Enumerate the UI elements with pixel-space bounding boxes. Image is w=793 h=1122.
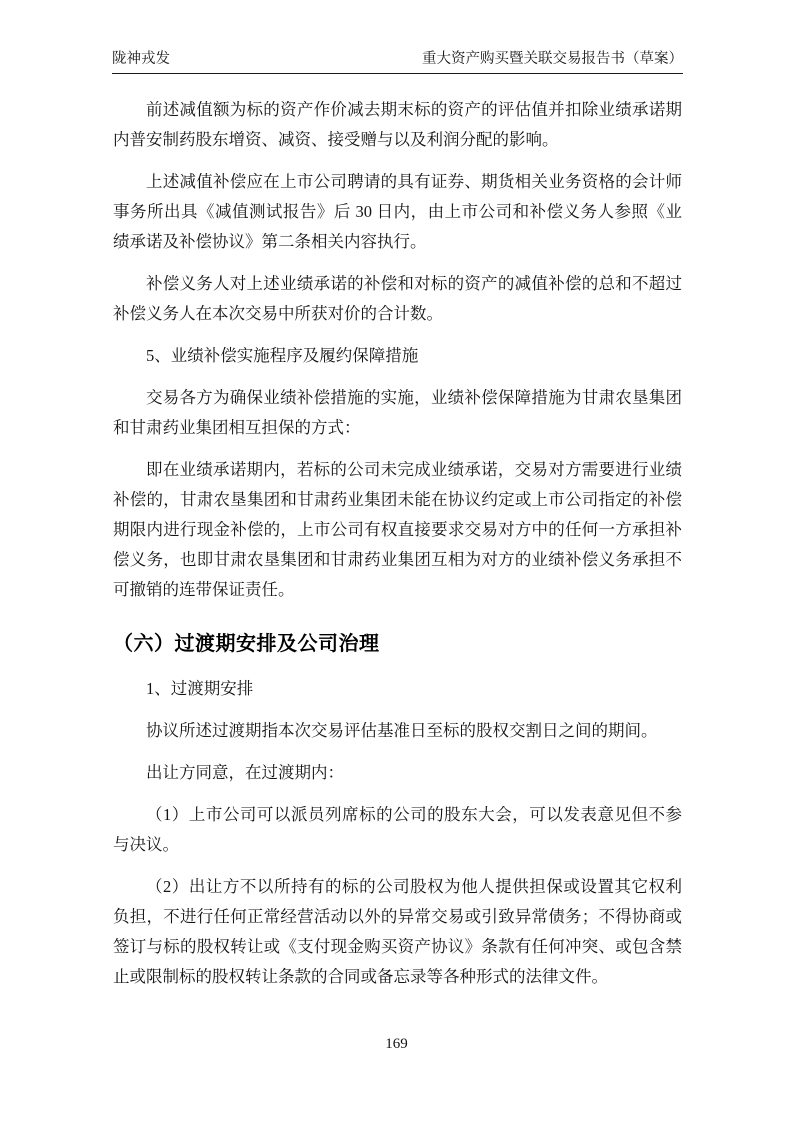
page-footer <box>0 1036 793 1053</box>
paragraph: （2）出让方不以所持有的标的公司股权为他人提供担保或设置其它权利负担，不进行任何正常经营活动以外的异常交易或引致异常债务；不得协商或签订与标的股权转让或《支付现金购买资产协议》条款有任何冲突、或包含禁止或限制标的股权转让条款的合同或备忘录等各种形式的法律文件。 <box>113 877 682 986</box>
page-header <box>112 50 683 74</box>
paragraph: （1）上市公司可以派员列席标的公司的股东大会，可以发表意见但不参与决议。 <box>113 805 682 854</box>
header-left-title: 陇神戎发 <box>112 51 170 67</box>
page-number: 169 <box>385 1036 408 1052</box>
paragraph: 交易各方为确保业绩补偿措施的实施，业绩补偿保障措施为甘肃农垦集团和甘肃药业集团相互担保的方式： <box>113 388 682 437</box>
list-item-heading: 1、过渡期安排 <box>146 679 254 698</box>
document-body <box>113 95 682 1004</box>
paragraph: 协议所述过渡期指本次交易评估基准日至标的股权交割日之间的期间。 <box>146 721 658 740</box>
list-item-heading: 5、业绩补偿实施程序及履约保障措施 <box>146 346 419 365</box>
paragraph: 即在业绩承诺期内，若标的公司未完成业绩承诺，交易对方需要进行业绩补偿的，甘肃农垦集团和甘肃药业集团未能在协议约定或上市公司指定的补偿期限内进行现金补偿的，上市公司有权直接要求交易对方中的任何一方承担补偿义务，也即甘肃农垦集团和甘肃药业集团互相为对方的业绩补偿义务承担不可撤销的连带保证责任。 <box>113 460 682 599</box>
paragraph: 前述减值额为标的资产作价减去期末标的资产的评估值并扣除业绩承诺期内普安制药股东增资、减资、接受赠与以及利润分配的影响。 <box>113 100 682 149</box>
paragraph: 上述减值补偿应在上市公司聘请的具有证券、期货相关业务资格的会计师事务所出具《减值测试报告》后 30 日内，由上市公司和补偿义务人参照《业绩承诺及补偿协议》第二条相关内容执行。 <box>113 172 682 251</box>
paragraph: 补偿义务人对上述业绩承诺的补偿和对标的资产的减值补偿的总和不超过补偿义务人在本次交易中所获对价的合计数。 <box>113 274 682 323</box>
header-right-title: 重大资产购买暨关联交易报告书（草案） <box>422 51 683 67</box>
section-heading: （六）过渡期安排及公司治理 <box>113 633 380 655</box>
paragraph: 出让方同意，在过渡期内： <box>146 763 344 782</box>
